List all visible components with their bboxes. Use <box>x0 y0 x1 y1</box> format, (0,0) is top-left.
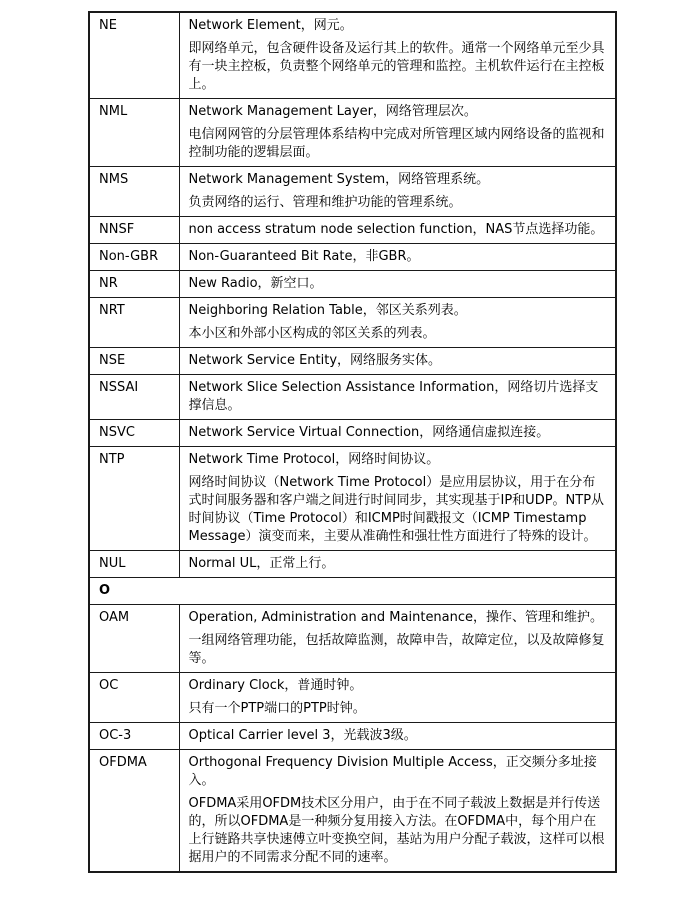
definition-cell <box>179 551 616 578</box>
table-row <box>89 605 616 673</box>
definition-cell <box>179 99 616 167</box>
definition-paragraph: New Radio，新空口。 <box>188 276 323 291</box>
definition-cell <box>179 12 616 99</box>
glossary-table <box>88 11 617 873</box>
term-cell: OC <box>89 673 179 723</box>
table-row <box>89 244 616 271</box>
term-cell: OFDMA <box>89 750 179 873</box>
definition-cell <box>179 217 616 244</box>
table-row <box>89 271 616 298</box>
definition-paragraph: Network Service Entity，网络服务实体。 <box>188 353 442 368</box>
definition-paragraph: 本小区和外部小区构成的邻区关系的列表。 <box>188 326 436 341</box>
definition-paragraph: Network Element，网元。 <box>188 18 353 33</box>
definition-paragraph: 网络时间协议（Network Time Protocol）是应用层协议，用于在分布式时间服务器和客户端之间进行时间同步，其实现基于IP和UDP。NTP从时间协议（Time Protocol）和ICMP时间戳报文（ICMP Timestamp Message）演变而来，主要从准确性和强壮性方面进行了特殊的设计。 <box>188 475 605 544</box>
definition-paragraph: 电信网网管的分层管理体系结构中完成对所管理区域内网络设备的监视和控制功能的逻辑层面。 <box>188 127 605 160</box>
definition-paragraph: Neighboring Relation Table，邻区关系列表。 <box>188 303 467 318</box>
table-row <box>89 673 616 723</box>
term-cell: NRT <box>89 298 179 348</box>
definition-cell <box>179 298 616 348</box>
definition-cell <box>179 750 616 873</box>
term-cell: NSSAI <box>89 375 179 420</box>
definition-paragraph: OFDMA采用OFDM技术区分用户，由于在不同子载波上数据是并行传送的，所以OFDMA是一种频分复用接入方法。在OFDMA中，每个用户在上行链路共享快速傅立叶变换空间，基站为用户分配子载波，这样可以根据用户的不同需求分配不同的速率。 <box>188 796 605 865</box>
term-cell: NTP <box>89 447 179 551</box>
term-cell: NML <box>89 99 179 167</box>
term-cell: NUL <box>89 551 179 578</box>
term-cell: NSE <box>89 348 179 375</box>
table-row <box>89 348 616 375</box>
table-row <box>89 447 616 551</box>
term-cell: OAM <box>89 605 179 673</box>
definition-cell <box>179 167 616 217</box>
section-letter: O <box>89 578 616 605</box>
definition-paragraph: Network Management Layer，网络管理层次。 <box>188 104 477 119</box>
table-row <box>89 750 616 873</box>
definition-paragraph: Ordinary Clock，普通时钟。 <box>188 678 363 693</box>
term-cell: NMS <box>89 167 179 217</box>
definition-paragraph: Network Time Protocol，网络时间协议。 <box>188 452 440 467</box>
definition-cell <box>179 348 616 375</box>
definition-cell <box>179 271 616 298</box>
definition-paragraph: Network Management System，网络管理系统。 <box>188 172 490 187</box>
glossary-table-body <box>89 12 616 872</box>
definition-paragraph: Network Slice Selection Assistance Information，网络切片选择支撑信息。 <box>188 380 599 413</box>
section-row <box>89 578 616 605</box>
definition-paragraph: Non-Guaranteed Bit Rate，非GBR。 <box>188 249 420 264</box>
definition-paragraph: Optical Carrier level 3，光载波3级。 <box>188 728 417 743</box>
definition-paragraph: Operation, Administration and Maintenance，操作、管理和维护。 <box>188 610 604 625</box>
definition-paragraph: 即网络单元，包含硬件设备及运行其上的软件。通常一个网络单元至少具有一块主控板，负责整个网络单元的管理和监控。主机软件运行在主控板上。 <box>188 41 605 92</box>
table-row <box>89 551 616 578</box>
definition-paragraph: 一组网络管理功能，包括故障监测，故障申告，故障定位，以及故障修复等。 <box>188 633 605 666</box>
definition-paragraph: non access stratum node selection function，NAS节点选择功能。 <box>188 222 604 237</box>
table-row <box>89 217 616 244</box>
definition-cell <box>179 673 616 723</box>
definition-paragraph: Normal UL，正常上行。 <box>188 556 335 571</box>
table-row <box>89 99 616 167</box>
term-cell: NE <box>89 12 179 99</box>
definition-cell <box>179 244 616 271</box>
definition-paragraph: Network Service Virtual Connection，网络通信虚拟连接。 <box>188 425 550 440</box>
term-cell: NR <box>89 271 179 298</box>
table-row <box>89 375 616 420</box>
definition-paragraph: 只有一个PTP端口的PTP时钟。 <box>188 701 366 716</box>
table-row <box>89 723 616 750</box>
definition-cell <box>179 723 616 750</box>
table-row <box>89 420 616 447</box>
definition-paragraph: Orthogonal Frequency Division Multiple Access，正交频分多址接入。 <box>188 755 597 788</box>
definition-cell <box>179 447 616 551</box>
definition-paragraph: 负责网络的运行、管理和维护功能的管理系统。 <box>188 195 462 210</box>
term-cell: NNSF <box>89 217 179 244</box>
definition-cell <box>179 605 616 673</box>
table-row <box>89 298 616 348</box>
term-cell: OC-3 <box>89 723 179 750</box>
definition-cell <box>179 375 616 420</box>
table-row <box>89 167 616 217</box>
table-row <box>89 12 616 99</box>
term-cell: NSVC <box>89 420 179 447</box>
term-cell: Non-GBR <box>89 244 179 271</box>
definition-cell <box>179 420 616 447</box>
